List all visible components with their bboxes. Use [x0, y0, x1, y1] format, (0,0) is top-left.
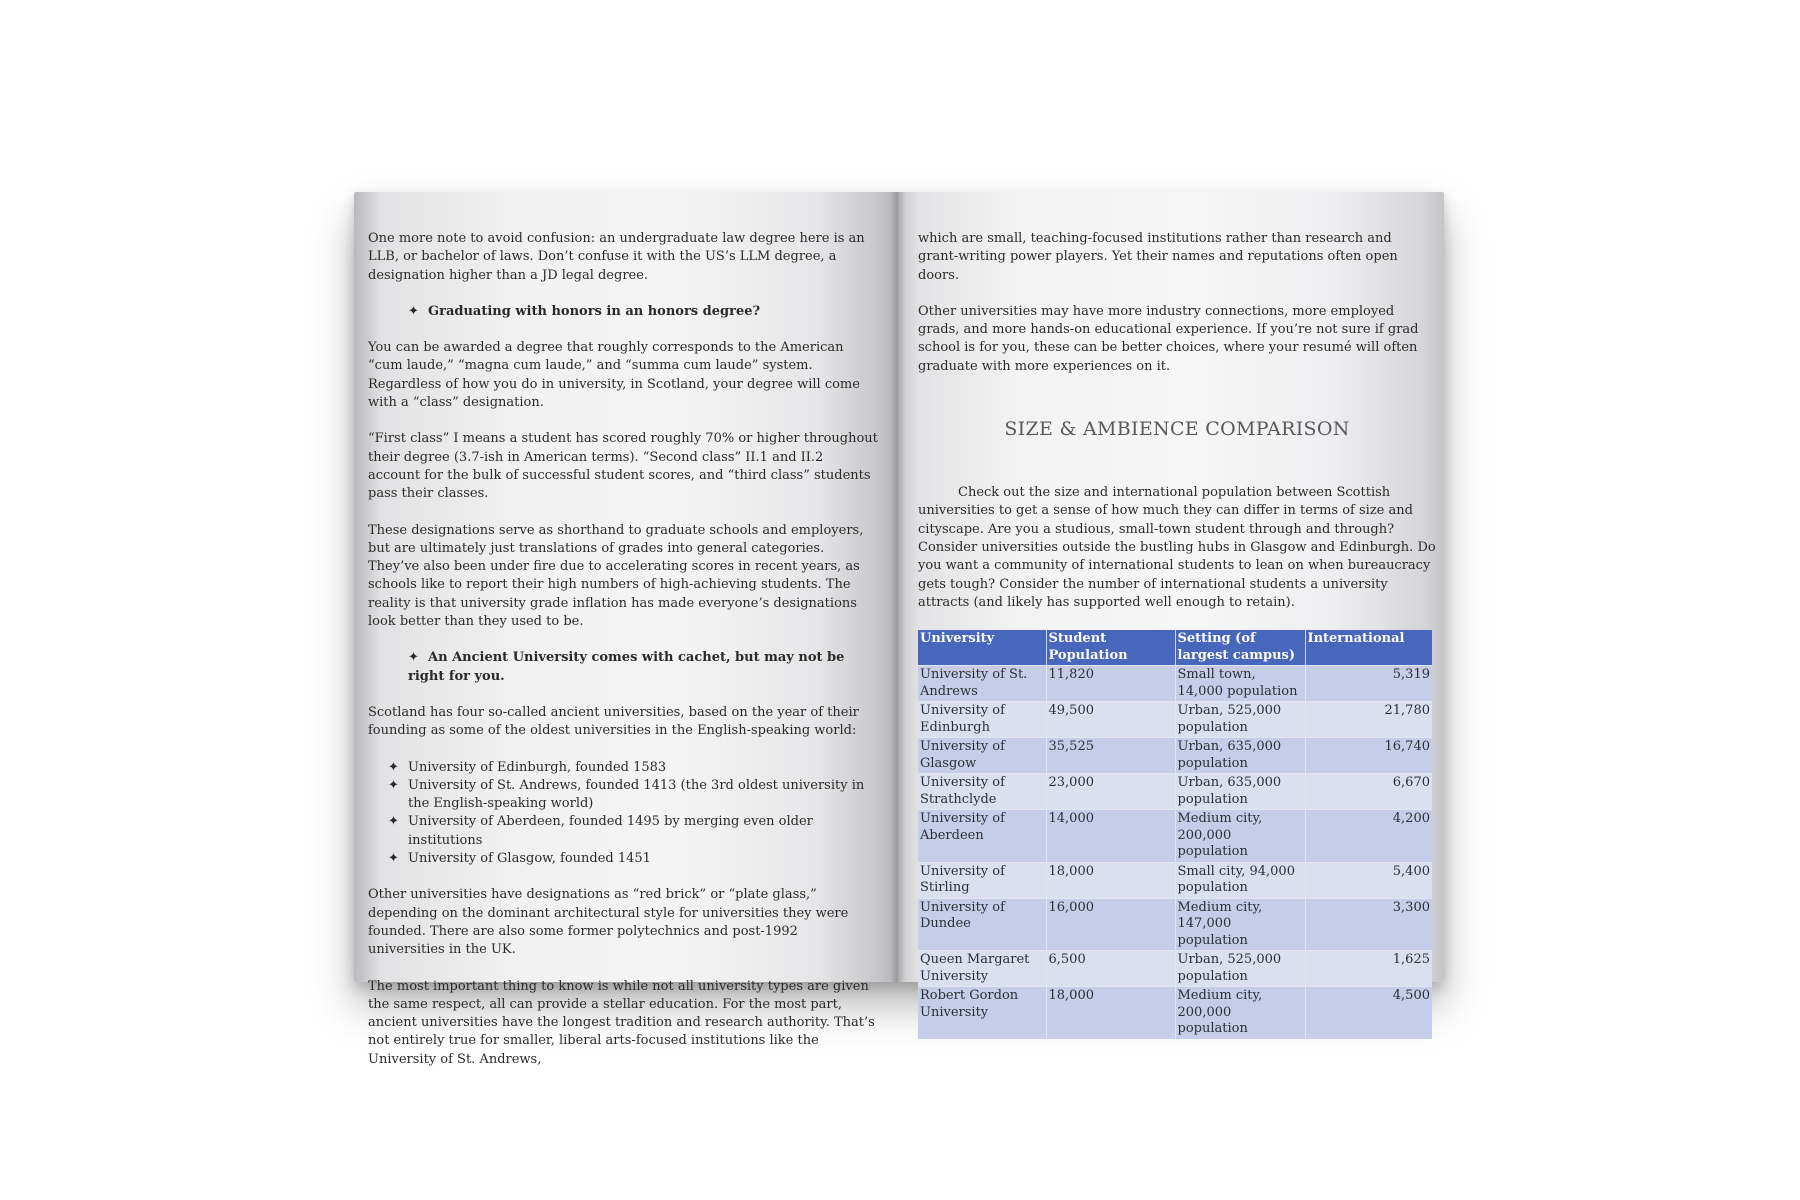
list-item	[388, 777, 878, 814]
honors-paragraph: You can be awarded a degree that roughly corresponds to the American “cum laude,” “magna cum laude,” and “summa cum laude” system. Regardless of how you do in university, in Scotland, your degree will come with a “class” designation.	[368, 340, 860, 411]
table-row	[918, 951, 1432, 987]
comparison-table	[918, 630, 1432, 1039]
setting-cell: Medium city, 147,000 population	[1175, 898, 1305, 951]
population-cell: 16,000	[1046, 898, 1175, 951]
population-cell: 18,000	[1046, 987, 1175, 1039]
star-bullet-icon: ✦	[388, 814, 399, 830]
star-bullet-icon: ✦	[388, 851, 399, 867]
right-page	[898, 192, 1444, 1037]
population-cell: 11,820	[1046, 666, 1175, 702]
star-bullet-icon: ✦	[408, 650, 419, 666]
list-item-text: University of Glasgow, founded 1451	[408, 851, 651, 867]
first-class-paragraph: “First class” I means a student has scored roughly 70% or higher throughout their degree (3.7-ish in American terms). “Second class” II.1 and II.2 account for the bulk of successful student scores, and “third class” students pass their classes.	[368, 431, 878, 502]
population-cell: 35,525	[1046, 738, 1175, 774]
international-cell: 6,670	[1305, 774, 1432, 810]
open-booklet	[354, 192, 1444, 1067]
setting-cell: Medium city, 200,000 population	[1175, 987, 1305, 1039]
table-header-row	[918, 630, 1432, 666]
university-cell: University of Stirling	[918, 862, 1046, 898]
ancient-universities-list	[368, 759, 878, 869]
university-cell: Robert Gordon University	[918, 987, 1046, 1039]
section-title: SIZE & AMBIENCE COMPARISON	[1004, 418, 1350, 441]
list-item-text: University of Aberdeen, founded 1495 by merging even older institutions	[408, 814, 813, 848]
star-bullet-icon: ✦	[408, 303, 419, 319]
designations-paragraph: These designations serve as shorthand to graduate schools and employers, but are ultimately just translations of grades into general categories. They’ve also been under fire due to accelerating scores in recent years, as schools like to report their high numbers of high-achieving students. The reality is that university grade inflation has made everyone’s designations look better than they used to be.	[368, 522, 864, 630]
star-bullet-icon: ✦	[388, 777, 399, 793]
list-item	[388, 813, 878, 850]
table-row	[918, 987, 1432, 1039]
left-page	[354, 192, 898, 1067]
list-item-text: University of St. Andrews, founded 1413 (the 3rd oldest university in the English-speaking world)	[408, 777, 865, 812]
setting-cell: Medium city, 200,000 population	[1175, 810, 1305, 863]
setting-cell: Small town, 14,000 population	[1175, 666, 1305, 702]
international-cell: 4,500	[1305, 987, 1432, 1039]
university-cell: University of Edinburgh	[918, 702, 1046, 738]
international-cell: 16,740	[1305, 738, 1432, 774]
table-row	[918, 774, 1432, 810]
other-universities-paragraph: Other universities may have more industry connections, more employed grads, and more hands-on educational experience. If you’re not sure if grad school is for you, these can be better choices, where your resumé will often graduate with more experiences on it.	[918, 303, 1419, 374]
population-cell: 6,500	[1046, 951, 1175, 987]
international-cell: 4,200	[1305, 810, 1432, 863]
population-cell: 23,000	[1046, 774, 1175, 810]
population-cell: 49,500	[1046, 702, 1175, 738]
setting-cell: Urban, 525,000 population	[1175, 951, 1305, 987]
table-row	[918, 738, 1432, 774]
setting-cell: Small city, 94,000 population	[1175, 862, 1305, 898]
list-item-text: University of Edinburgh, founded 1583	[408, 759, 667, 775]
list-item	[388, 759, 878, 777]
column-header-student-population: Student Population	[1046, 630, 1175, 666]
ancient-intro-paragraph: Scotland has four so-called ancient universities, based on the year of their founding as some of the oldest universities in the English-speaking world:	[368, 704, 859, 739]
ancient-heading	[408, 649, 878, 686]
check-out-paragraph: Check out the size and international population between Scottish universities to get a sense of how much they can differ in terms of size and cityscape. Are you a studious, small-town student through and through? Consider universities outside the bustling hubs in Glasgow and Edinburgh. Do you want a community of international students to lean on when bureaucracy gets tough? Consider the number of international students a university attracts (and likely has supported well enough to retain).	[918, 485, 1436, 610]
international-cell: 3,300	[1305, 898, 1432, 951]
list-item	[388, 850, 878, 868]
international-cell: 5,400	[1305, 862, 1432, 898]
university-cell: University of Strathclyde	[918, 774, 1046, 810]
column-header-university: University	[918, 630, 1046, 666]
column-header-international: International	[1305, 630, 1432, 666]
most-important-paragraph: The most important thing to know is while not all university types are given the same respect, all can provide a stellar education. For the most part, ancient universities have the longest tradition and research authority. That’s not entirely true for smaller, liberal arts-focused institutions like the University of St. Andrews,	[368, 978, 875, 1067]
university-cell: Queen Margaret University	[918, 951, 1046, 987]
column-header-setting: Setting (of largest campus)	[1175, 630, 1305, 666]
university-cell: University of St. Andrews	[918, 666, 1046, 702]
table-row	[918, 862, 1432, 898]
honors-heading-text: Graduating with honors in an honors degree?	[428, 303, 761, 319]
table-row	[918, 810, 1432, 863]
table-row	[918, 898, 1432, 951]
star-bullet-icon: ✦	[388, 759, 399, 775]
table-row	[918, 666, 1432, 702]
university-cell: University of Glasgow	[918, 738, 1046, 774]
setting-cell: Urban, 635,000 population	[1175, 738, 1305, 774]
university-cell: University of Aberdeen	[918, 810, 1046, 863]
international-cell: 1,625	[1305, 951, 1432, 987]
continued-paragraph: which are small, teaching-focused institutions rather than research and grant-writing power players. Yet their names and reputations often open doors.	[918, 231, 1398, 283]
llb-paragraph: One more note to avoid confusion: an undergraduate law degree here is an LLB, or bachelor of laws. Don’t confuse it with the US’s LLM degree, a designation higher than a JD legal degree.	[368, 231, 865, 283]
university-cell: University of Dundee	[918, 898, 1046, 951]
international-cell: 5,319	[1305, 666, 1432, 702]
table-row	[918, 702, 1432, 738]
population-cell: 18,000	[1046, 862, 1175, 898]
ancient-heading-text: An Ancient University comes with cachet, but may not be right for you.	[408, 650, 845, 684]
population-cell: 14,000	[1046, 810, 1175, 863]
setting-cell: Urban, 635,000 population	[1175, 774, 1305, 810]
other-designations-paragraph: Other universities have designations as “red brick” or “plate glass,” depending on the dominant architectural style for universities they were founded. There are also some former polytechnics and post-1992 universities in the UK.	[368, 887, 849, 958]
international-cell: 21,780	[1305, 702, 1432, 738]
setting-cell: Urban, 525,000 population	[1175, 702, 1305, 738]
honors-heading	[408, 303, 878, 321]
